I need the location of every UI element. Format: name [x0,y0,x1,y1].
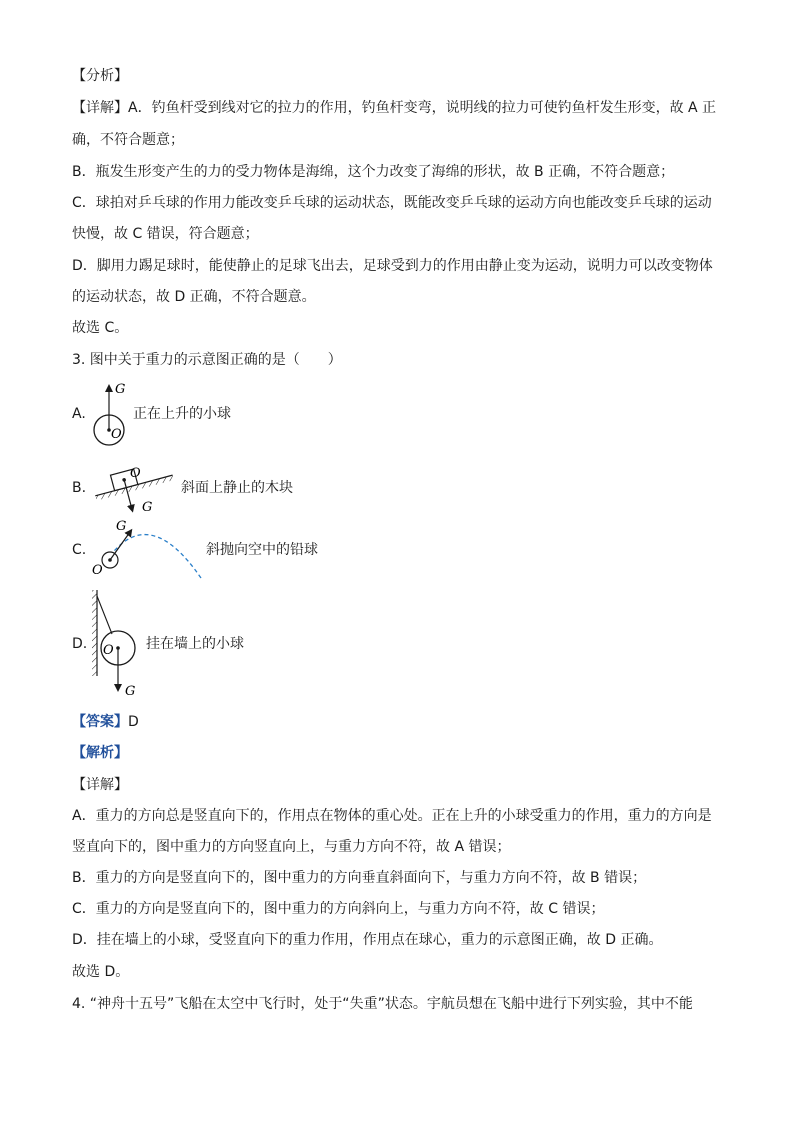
answer-tag: 【答案】 [72,714,128,730]
g-label: G [142,500,153,515]
option-b-letter: B. [72,480,87,496]
detail-line-6: D．脚用力踢足球时，能使静止的足球飞出去，足球受到力的作用由静止变为运动，说明力可以改变物体 [72,258,713,274]
detail2-line-6: 故选 D。 [72,964,130,980]
detail-line-4: C．球拍对乒乓球的作用力能改变乒乓球的运动状态，既能改变乒乓球的运动方向也能改变乒乓球的运动 [72,195,712,211]
detail-line-1 [72,98,732,118]
g-label: G [125,684,136,699]
o-label: O [103,643,114,658]
detail-tag: 【详解】 [72,100,128,116]
detail-line-7: 的运动状态，故 D 正确，不符合题意。 [72,289,316,305]
option-b-figure [92,434,178,514]
g-label: G [116,519,127,534]
o-label: O [130,466,141,481]
detail2-line-3: B．重力的方向是竖直向下的，图中重力的方向垂直斜面向下，与重力方向不符，故 B 错误； [72,870,647,886]
o-label: O [111,427,122,442]
option-d-letter: D. [72,636,88,652]
detail-text: A．钓鱼杆受到线对它的拉力的作用，钓鱼杆变弯，说明线的拉力可使钓鱼杆发生形变，故 A 正 [128,100,717,116]
answer-line [72,712,732,732]
question4-stem: 4. “神舟十五号”飞船在太空中飞行时，处于“失重”状态。宇航员想在飞船中进行下列实验，其中不能 [72,996,693,1012]
detail-line-8: 故选 C。 [72,320,129,336]
detail2-line-4: C．重力的方向是竖直向下的，图中重力的方向斜向上，与重力方向不符，故 C 错误； [72,901,605,917]
analysis-tag-2 [72,743,732,763]
g-label: G [115,382,126,397]
detail-line-2: 确，不符合题意； [72,132,184,148]
string-line [97,596,112,634]
detail-line-5: 快慢，故 C 错误，符合题意； [72,226,259,242]
detail2-line-5: D．挂在墙上的小球，受竖直向下的重力作用，作用点在球心，重力的示意图正确，故 D 正确。 [72,932,663,948]
wall-hatch [92,590,97,676]
detail-tag-2: 【详解】 [72,777,128,793]
question3-stem: 3. 图中关于重力的示意图正确的是（ ） [72,352,342,368]
detail2-line-1: A．重力的方向总是竖直向下的，作用点在物体的重心处。正在上升的小球受重力的作用，重力的方向是 [72,808,712,824]
analysis-tag-text: 【分析】 [72,68,128,84]
o-label: O [92,563,103,578]
analysis-tag [72,66,732,86]
option-d-figure [88,588,148,704]
option-c-letter: C. [72,542,87,558]
option-b-caption: 斜面上静止的木块 [181,480,293,496]
option-c-figure [88,516,208,582]
option-a-letter: A. [72,406,86,422]
option-d-caption: 挂在墙上的小球 [146,636,244,652]
option-a-caption: 正在上升的小球 [133,406,231,422]
answer-value: D [128,714,139,730]
detail2-line-2: 竖直向下的，图中重力的方向竖直向上，与重力方向不符，故 A 错误； [72,839,511,855]
option-c-caption: 斜抛向空中的铅球 [206,542,318,558]
detail-line-3: B．瓶发生形变产生的力的受力物体是海绵，这个力改变了海绵的形状，故 B 正确，不符合题意； [72,164,675,180]
gravity-arrow [110,532,130,560]
analysis-tag-2-text: 【解析】 [72,745,128,761]
